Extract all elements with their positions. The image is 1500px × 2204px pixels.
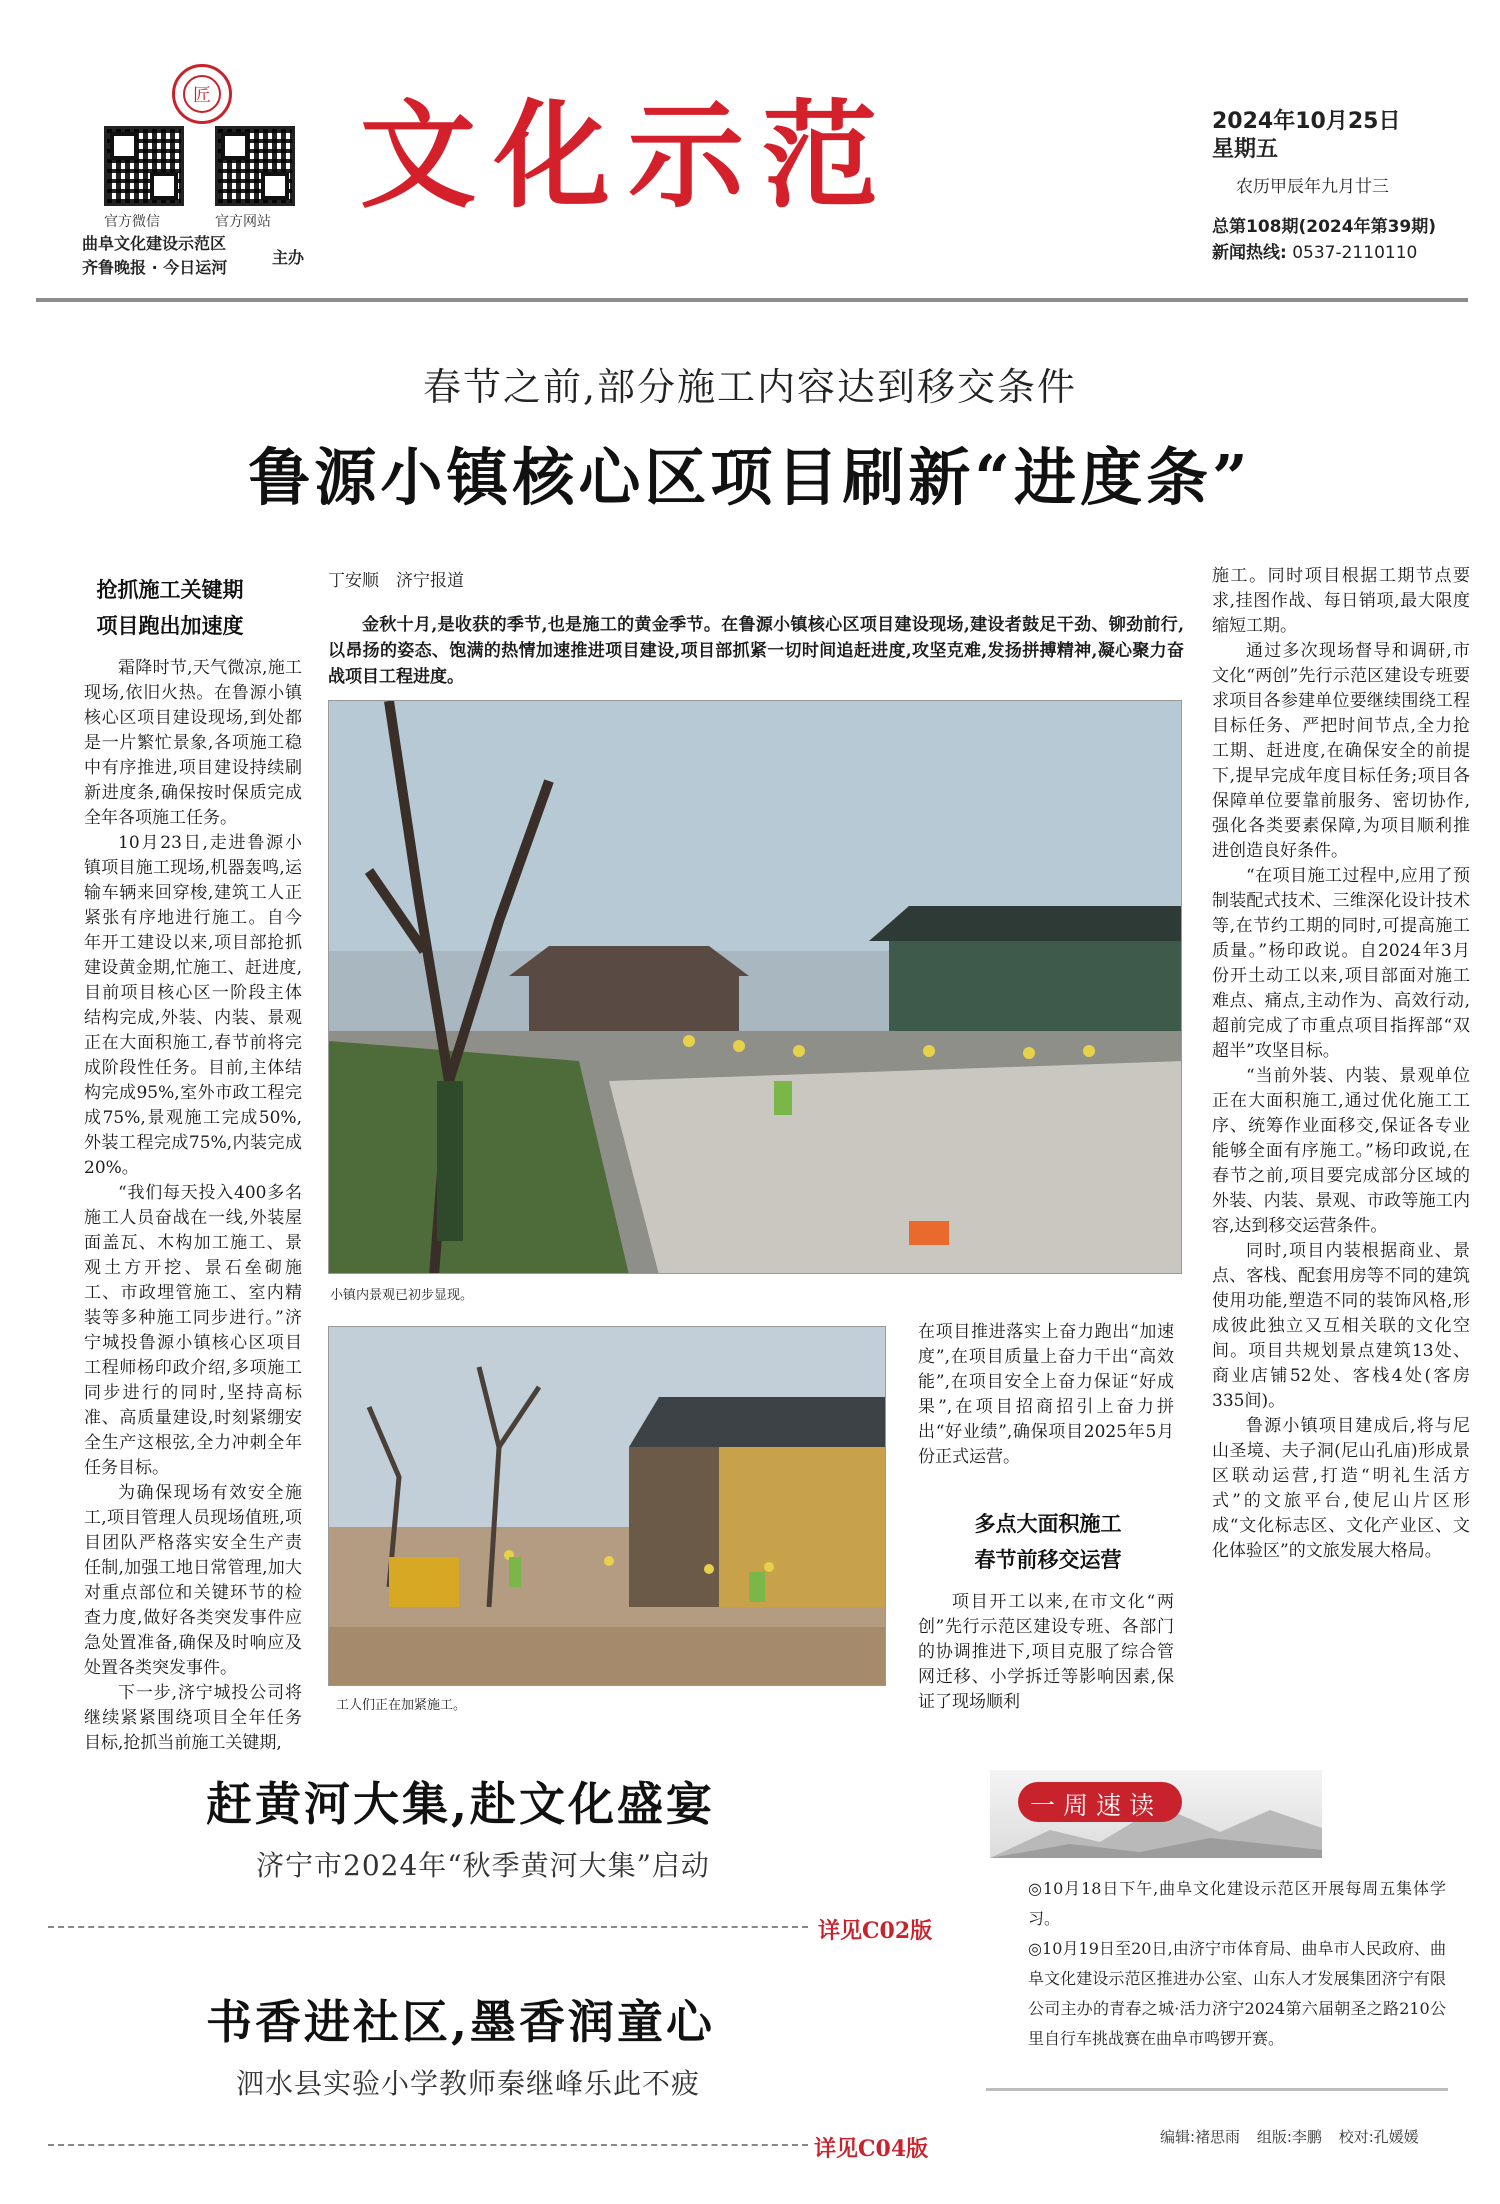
photo-caption-2: 工人们正在加紧施工。 [336, 1698, 467, 1713]
section-subhead-1 [50, 572, 290, 644]
paragraph: “我们每天投入400多名施工人员奋战在一线,外装屋面盖瓦、木构加工施工、景观土方开挖、景石垒砌施工、市政埋管施工、室内精装等多种施工同步进行。”济宁城投鲁源小镇核心区项目工程师杨印政介绍,多项施工同步进行的同时,坚持高标准、高质量建设,时刻紧绷安全生产这根弦,全力冲刺全年任务目标。 [84, 1183, 302, 1478]
photo-workers [328, 1326, 886, 1686]
paragraph: 鲁源小镇项目建成后,将与尼山圣境、夫子洞(尼山孔庙)形成景区联动运营,打造“明礼生活方式”的文旅平台,使尼山片区形成“文化标志区、文化产业区、文化体验区”的文旅发展大格局。 [1212, 1416, 1470, 1561]
issue-weekday: 星期五 [1212, 137, 1279, 162]
promo-divider-1 [48, 1926, 808, 1928]
hotline [1212, 238, 1417, 263]
article-byline: 丁安顺 济宁报道 [328, 571, 464, 591]
hotline-label: 新闻热线: [1212, 243, 1287, 263]
paragraph: 施工。同时项目根据工期节点要求,挂图作战、每日销项,最大限度缩短工期。 [1212, 566, 1470, 636]
article-headline: 鲁源小镇核心区项目刷新“进度条” [248, 441, 1252, 514]
masthead-divider [36, 298, 1468, 302]
qr-label-website: 官方网站 [215, 214, 271, 230]
sponsor-line-2: 齐鲁晚报 · 今日运河 [82, 258, 228, 277]
promo-title-1[interactable]: 赶黄河大集,赴文化盛宴 [206, 1777, 716, 1831]
issue-date: 2024年10月25日 [1212, 109, 1401, 134]
paragraph: 项目开工以来,在市文化“两创”先行示范区建设专班、各部门的协调推进下,项目克服了综合管网迁移、小学拆迁等影响因素,保证了现场顺利 [918, 1592, 1174, 1712]
see-page-link-2[interactable]: 详见C04版 [814, 2136, 929, 2162]
subhead-1-line-2: 项目跑出加速度 [96, 613, 244, 638]
promo-subtitle-1: 济宁市2024年“秋季黄河大集”启动 [256, 1849, 710, 1882]
subhead-1-line-1: 抢抓施工关键期 [96, 577, 244, 602]
article-column-middle [918, 1320, 1174, 1470]
lunar-date: 农历甲辰年九月廿三 [1236, 177, 1389, 197]
article-column-middle-2 [918, 1590, 1174, 1715]
emblem-char: 匠 [183, 75, 221, 113]
paragraph: 在项目推进落实上奋力跑出“加速度”,在项目质量上奋力干出“高效能”,在项目安全上奋力保证“好成果”,在项目招商招引上奋力拼出“好业绩”,确保项目2025年5月份正式运营。 [918, 1322, 1174, 1467]
issue-number: 总第108期(2024年第39期) [1212, 217, 1436, 237]
subhead-2-line-2: 春节前移交运营 [974, 1547, 1122, 1572]
photo-caption-1: 小镇内景观已初步显现。 [330, 1288, 474, 1303]
newspaper-brand-title: 文化示范 [360, 89, 896, 224]
see-page-link-1[interactable]: 详见C02版 [818, 1918, 933, 1944]
sponsor-role: 主办 [272, 248, 305, 267]
article-kicker: 春节之前,部分施工内容达到移交条件 [422, 365, 1078, 409]
article-column-left [84, 656, 302, 1756]
paragraph: 同时,项目内装根据商业、景点、客栈、配套用房等不同的建筑使用功能,塑造不同的装饰风格,形成彼此独立又互相关联的文化空间。项目共规划景点建筑13处、商业店铺52处、客栈4处(客房335间)。 [1212, 1241, 1470, 1411]
digest-divider [986, 2088, 1448, 2091]
hotline-number: 0537-2110110 [1292, 243, 1418, 263]
article-lead: 金秋十月,是收获的季节,也是施工的黄金季节。在鲁源小镇核心区项目建设现场,建设者鼓足干劲、铆劲前行,以昂扬的姿态、饱满的热情加速推进项目建设,项目部抓紧一切时间追赶进度,攻坚克难,发扬拼搏精神,凝心聚力奋战项目工程进度。 [328, 615, 1184, 687]
credit-layout: 组版:李鹏 [1256, 2128, 1322, 2146]
wechat-qr-code[interactable] [104, 126, 184, 206]
promo-divider-2 [48, 2144, 808, 2146]
publisher-emblem [172, 64, 232, 124]
section-subhead-2 [918, 1506, 1178, 1578]
qr-label-wechat: 官方微信 [104, 214, 160, 230]
digest-item: ◎10月18日下午,曲阜文化建设示范区开展每周五集体学习。 [1028, 1879, 1446, 1928]
credit-proof: 校对:孔媛媛 [1338, 2128, 1419, 2146]
paragraph: 10月23日,走进鲁源小镇项目施工现场,机器轰鸣,运输车辆来回穿梭,建筑工人正紧张有序地进行施工。自今年开工建设以来,项目部抢抓建设黄金期,忙施工、赶进度,目前项目核心区一阶段主体结构完成,外装、内装、景观正在大面积施工,春节前将完成阶段性任务。目前,主体结构完成95%,室外市政工程完成75%,景观施工完成50%,外装工程完成75%,内装完成20%。 [84, 833, 302, 1178]
paragraph: 通过多次现场督导和调研,市文化“两创”先行示范区建设专班要求项目各参建单位要继续围绕工程目标任务、严把时间节点,全力抢工期、赶进度,在确保安全的前提下,提早完成年度目标任务;项目各保障单位要靠前服务、密切协作,强化各类要素保障,为项目顺利推进创造良好条件。 [1212, 641, 1470, 861]
subhead-2-line-1: 多点大面积施工 [974, 1511, 1122, 1536]
paragraph: “当前外装、内装、景观单位正在大面积施工,通过优化施工工序、统筹作业面移交,保证各专业能够全面有序施工。”杨印政说,在春节之前,项目要完成部分区域的外装、内装、景观、市政等施工内容,达到移交运营条件。 [1212, 1066, 1470, 1236]
article-column-right [1212, 564, 1470, 1564]
weekly-digest-list [1028, 1874, 1446, 2054]
weekly-digest-title: 一周速读 [1030, 1791, 1163, 1820]
paragraph: 霜降时节,天气微凉,施工现场,依旧火热。在鲁源小镇核心区项目建设现场,到处都是一片繁忙景象,各项施工稳中有序推进,项目建设持续刷新进度条,确保按时保质完成全年各项施工任务。 [84, 658, 302, 828]
paragraph: 为确保现场有效安全施工,项目管理人员现场值班,项目团队严格落实安全生产责任制,加强工地日常管理,加大对重点部位和关键环节的检查力度,做好各类突发事件应急处置准备,确保及时响应及处置各类突发事件。 [84, 1483, 302, 1678]
credit-editor: 编辑:褚思雨 [1160, 2128, 1241, 2146]
promo-subtitle-2: 泗水县实验小学教师秦继峰乐此不疲 [236, 2067, 701, 2100]
digest-item: ◎10月19日至20日,由济宁市体育局、曲阜市人民政府、曲阜文化建设示范区推进办公室、山东人才发展集团济宁有限公司主办的青春之城·活力济宁2024第六届朝圣之路210公里自行车挑战赛在曲阜市鸣锣开赛。 [1028, 1939, 1446, 2048]
promo-title-2[interactable]: 书香进社区,墨香润童心 [206, 1995, 716, 2049]
footer-credits [1160, 2126, 1419, 2147]
website-qr-code[interactable] [215, 126, 295, 206]
photo-town-landscape [328, 700, 1182, 1274]
paragraph: 下一步,济宁城投公司将继续紧紧围绕项目全年任务目标,抢抓当前施工关键期, [84, 1683, 302, 1753]
paragraph: “在项目施工过程中,应用了预制装配式技术、三维深化设计技术等,在节约工期的同时,可提高施工质量。”杨印政说。自2024年3月份开土动工以来,项目部面对施工难点、痛点,主动作为、高效行动,超前完成了市重点项目指挥部“双超半”攻坚目标。 [1212, 866, 1470, 1061]
sponsor-line-1: 曲阜文化建设示范区 [82, 234, 227, 253]
